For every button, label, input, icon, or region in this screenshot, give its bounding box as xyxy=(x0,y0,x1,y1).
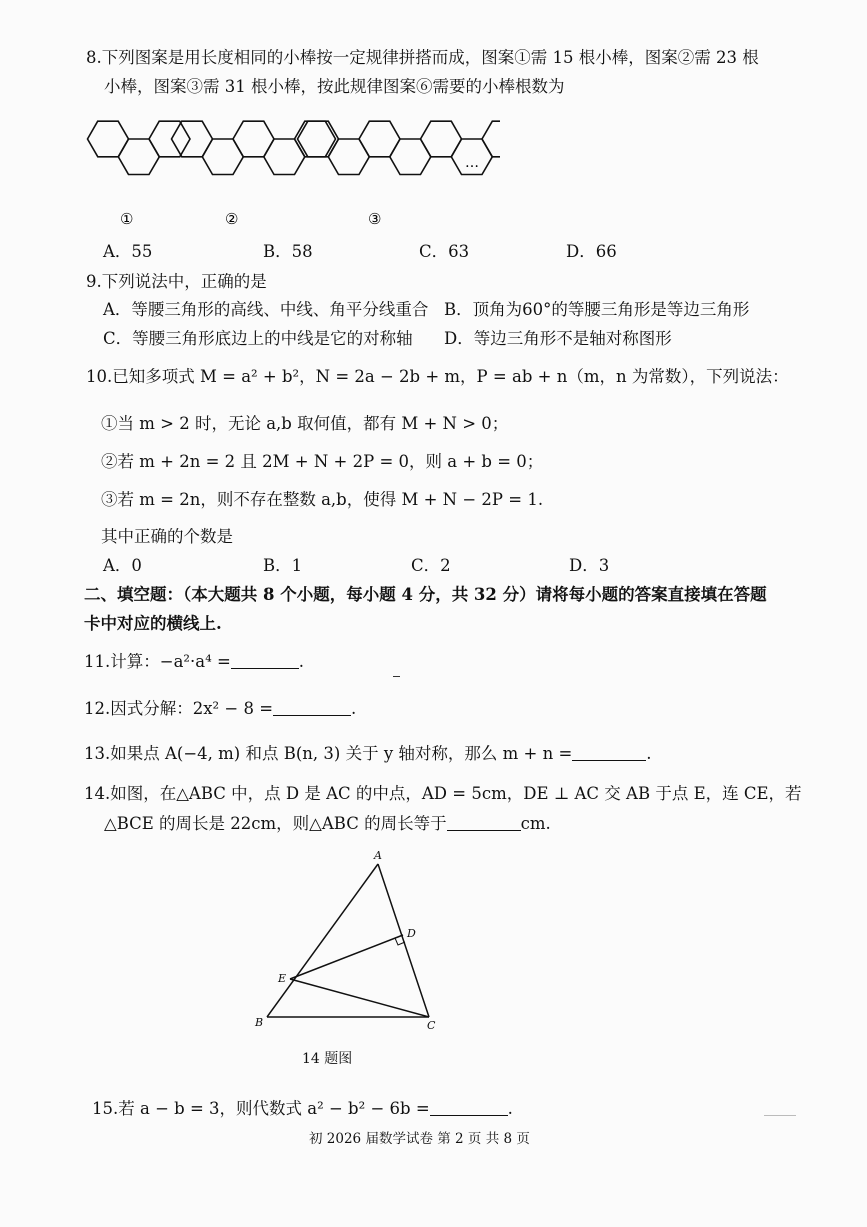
hexagon-1-2 xyxy=(149,121,190,157)
q9-option-a: A．等腰三角形的高线、中线、角平分线重合 xyxy=(103,300,429,319)
q10-statement-2: ②若 m + 2n = 2 且 2M + N + 2P = 0，则 a + b = 0； xyxy=(101,452,544,471)
q11-period: . xyxy=(298,652,305,671)
hexagon-1-1 xyxy=(88,121,129,157)
hexagon-1-3 xyxy=(118,139,159,175)
pattern-label-2: ② xyxy=(225,210,239,228)
q10-option-c: C．2 xyxy=(411,556,451,575)
q14-text: △BCE 的周长是 22cm，则△ABC 的周长等于 xyxy=(104,814,447,833)
q15-answer-blank[interactable] xyxy=(430,1099,508,1116)
q10-option-b: B．1 xyxy=(263,556,303,575)
pattern-label-1: ① xyxy=(120,210,134,228)
triangle-figure xyxy=(250,848,450,1033)
segment-ce xyxy=(290,979,429,1017)
q13-answer-blank[interactable] xyxy=(572,744,646,761)
q15-text: 15.若 a − b = 3，则代数式 a² − b² − 6b = xyxy=(92,1099,430,1118)
hexagon-2-2 xyxy=(233,121,274,157)
hexagon-2-1 xyxy=(172,121,213,157)
q14-line1: 14.如图，在△ABC 中，点 D 是 AC 的中点，AD = 5cm，DE ⊥ AC 交 AB 于点 E，连 CE，若 xyxy=(84,784,802,803)
q12-period: . xyxy=(351,699,357,718)
point-label-b: B xyxy=(255,1016,264,1029)
stray-mark xyxy=(393,676,400,677)
point-label-e: E xyxy=(278,972,287,985)
hexagon-2-5 xyxy=(264,139,305,175)
q11-text: 11.计算：−a²·a⁴ = xyxy=(84,652,231,671)
q9-option-c: C．等腰三角形底边上的中线是它的对称轴 xyxy=(103,329,413,348)
q9-option-d: D．等边三角形不是轴对称图形 xyxy=(444,329,672,348)
hexagon-3-3 xyxy=(421,121,462,157)
hexagon-2-3 xyxy=(295,121,336,157)
q10-question: 其中正确的个数是 xyxy=(101,527,233,546)
point-label-a: A xyxy=(374,849,382,862)
scan-mark xyxy=(764,1115,796,1116)
q13-period: . xyxy=(646,744,652,763)
q14-unit: cm. xyxy=(520,814,551,833)
point-label-d: D xyxy=(407,927,416,940)
q9-stem: 9.下列说法中，正确的是 xyxy=(86,272,267,291)
q8-option-c: C．63 xyxy=(419,242,470,261)
q12-answer-blank[interactable] xyxy=(273,699,351,716)
q10-options xyxy=(0,555,867,579)
hexagon-3-6 xyxy=(390,139,431,175)
segment-de xyxy=(290,935,403,979)
q12-text: 12.因式分解：2x² − 8 = xyxy=(84,699,274,718)
q11-answer-blank[interactable] xyxy=(231,652,299,669)
pattern-label-3: ③ xyxy=(368,210,382,228)
q14-line2 xyxy=(104,813,551,835)
q10-stem: 10.已知多项式 M = a² + b²，N = 2a − 2b + m，P = ab + n（m，n 为常数），下列说法： xyxy=(86,367,789,386)
q13 xyxy=(84,743,652,765)
hexagon-2-4 xyxy=(202,139,243,175)
q10-option-a: A．0 xyxy=(103,556,142,575)
section2-heading-line1: 二、填空题：（本大题共 8 个小题，每小题 4 分，共 32 分）请将每小题的答案直接填在答题 xyxy=(84,585,767,604)
segment-ac xyxy=(378,864,429,1017)
q8-stem-line1: 8.下列图案是用长度相同的小棒按一定规律拼搭而成，图案①需 15 根小棒，图案②需 23 根 xyxy=(86,48,759,67)
pattern-ellipsis: … xyxy=(465,155,479,171)
hexagon-pattern-figure xyxy=(80,105,500,235)
q15 xyxy=(92,1098,513,1120)
section2-heading-line2: 卡中对应的横线上. xyxy=(84,614,222,633)
q12 xyxy=(84,698,356,720)
q14-figure-caption: 14 题图 xyxy=(302,1051,353,1067)
q8-option-d: D．66 xyxy=(566,242,617,261)
page-footer: 初 2026 届数学试卷 第 2 页 共 8 页 xyxy=(309,1131,530,1147)
q8-stem-line2: 小棒，图案③需 31 根小棒，按此规律图案⑥需要的小棒根数为 xyxy=(104,77,565,96)
hexagon-3-1 xyxy=(298,121,339,157)
q10-statement-1: ①当 m > 2 时，无论 a,b 取何值，都有 M + N > 0； xyxy=(101,414,509,433)
q15-period: . xyxy=(507,1099,513,1118)
hexagon-3-5 xyxy=(328,139,369,175)
segment-ab xyxy=(267,864,378,1017)
q11 xyxy=(84,651,304,673)
q10-statement-3: ③若 m = 2n，则不存在整数 a,b，使得 M + N − 2P = 1. xyxy=(101,490,544,509)
hexagon-3-4 xyxy=(482,121,500,157)
q9-option-b: B．顶角为60°的等腰三角形是等边三角形 xyxy=(444,300,750,319)
q8-option-b: B．58 xyxy=(263,242,313,261)
q14-answer-blank[interactable] xyxy=(447,814,521,831)
q8-option-a: A．55 xyxy=(103,242,153,261)
q10-option-d: D．3 xyxy=(569,556,610,575)
point-label-c: C xyxy=(427,1019,436,1032)
hexagon-3-2 xyxy=(359,121,400,157)
q13-text: 13.如果点 A(−4, m) 和点 B(n, 3) 关于 y 轴对称，那么 m + n = xyxy=(84,744,573,763)
q8-options xyxy=(0,241,867,265)
